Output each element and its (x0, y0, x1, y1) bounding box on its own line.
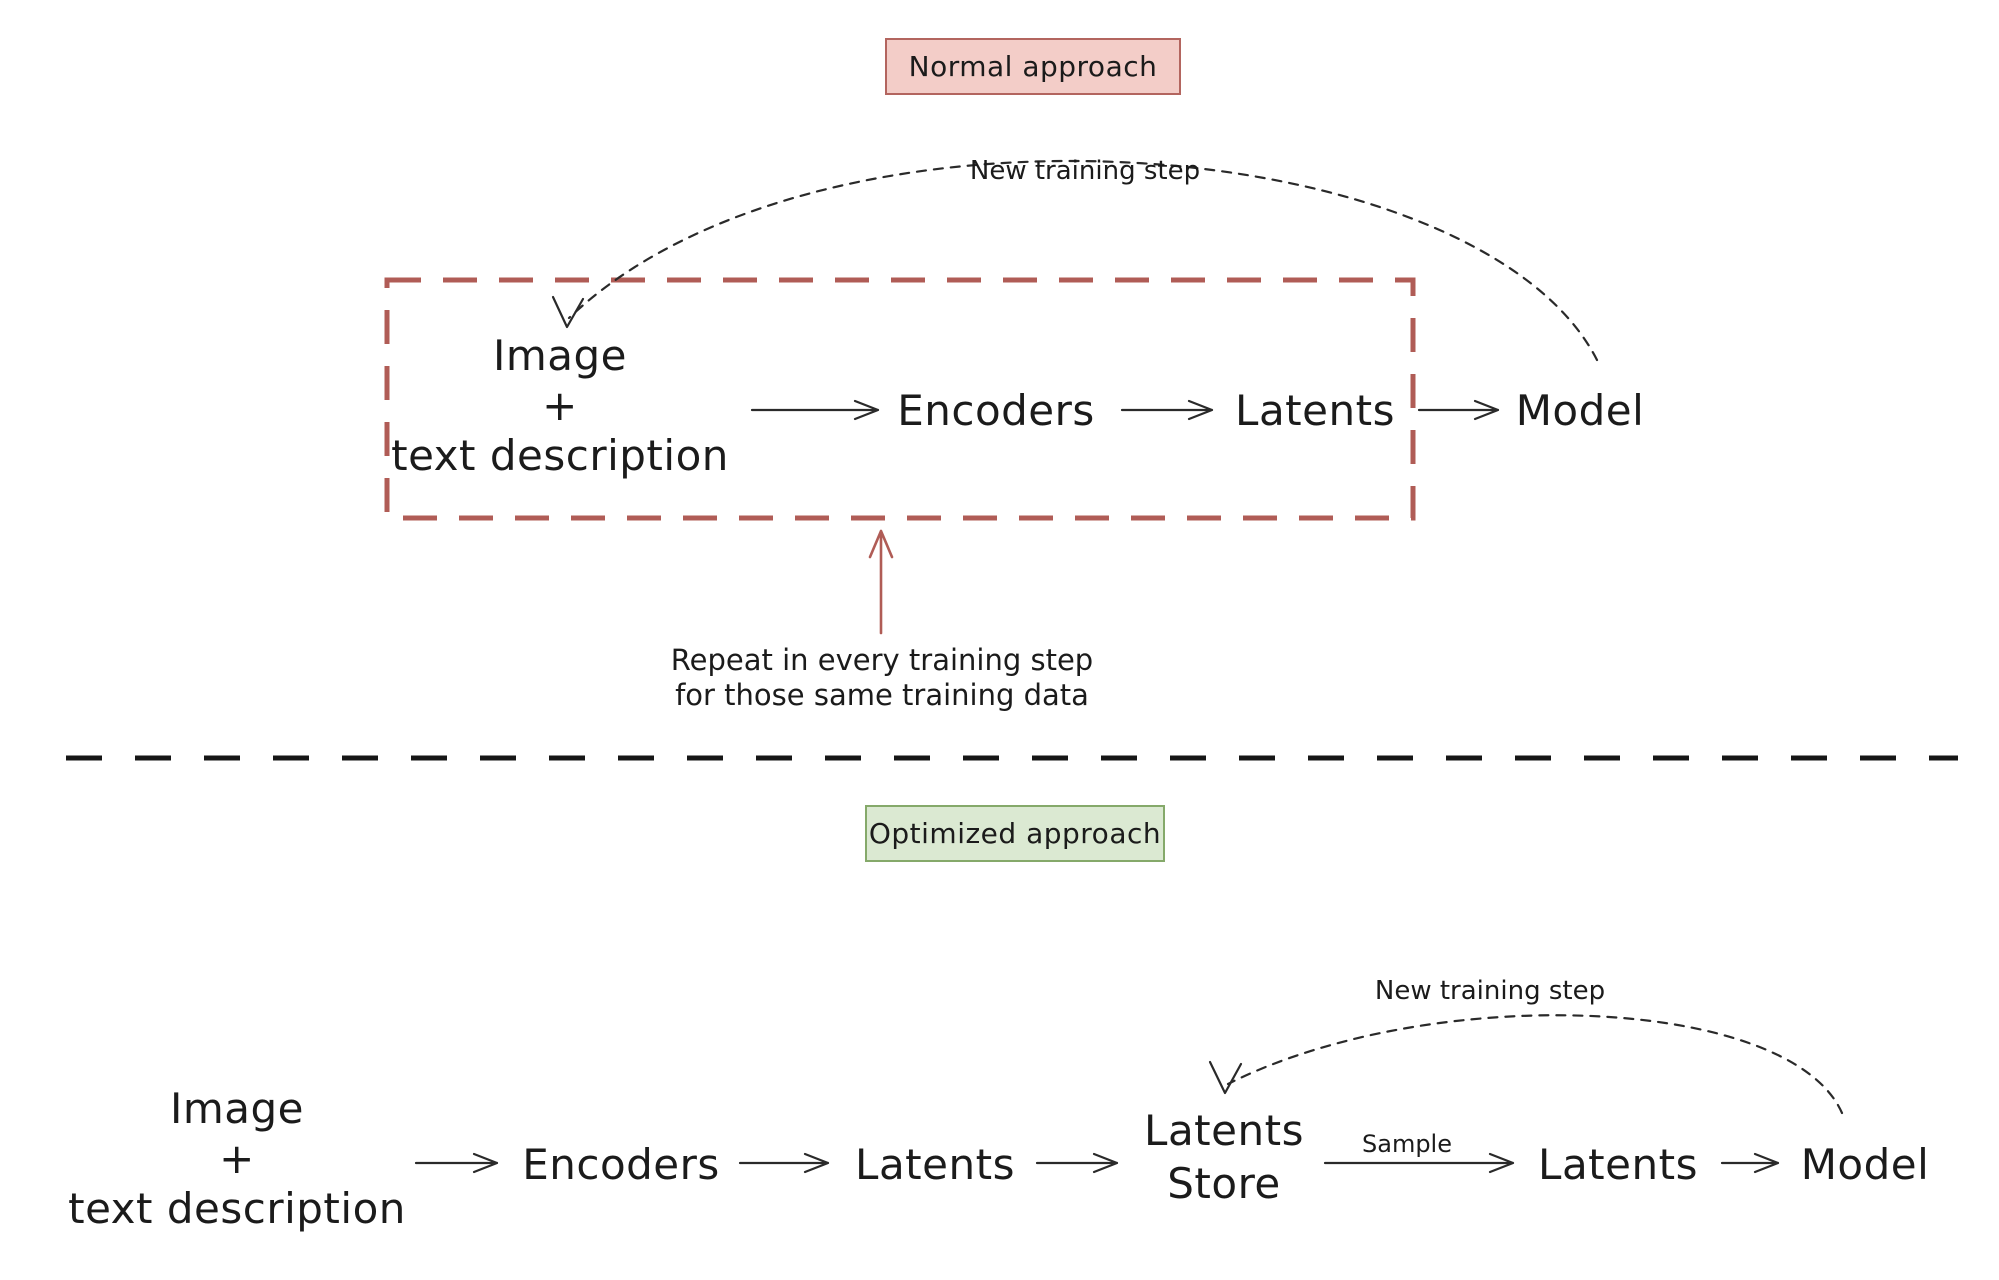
flow-arrow-top-input-encoders (752, 401, 878, 419)
flow-arrow-bottom-latents-model (1722, 1154, 1778, 1172)
encoders-node-bottom: Encoders (522, 1140, 720, 1189)
new-training-step-label-bottom: New training step (1374, 976, 1606, 1006)
optimized-approach-badge-label: Optimized approach (868, 817, 1162, 850)
flow-arrow-top-encoders-latents (1122, 401, 1212, 419)
repeat-arrow (870, 531, 892, 633)
optimized-approach-badge (865, 805, 1165, 862)
flow-arrow-bottom-latents-store (1037, 1154, 1117, 1172)
latents-store-node (1144, 1104, 1304, 1210)
input-node-top-line3: text description (391, 431, 729, 480)
loop-arrowhead-top-icon (553, 297, 583, 327)
new-training-step-loop-arrow-bottom (1228, 1015, 1842, 1113)
repeat-note (671, 643, 1093, 713)
input-node-bottom (68, 1084, 406, 1234)
latents-after-node-bottom: Latents (1538, 1140, 1698, 1189)
model-node-top: Model (1515, 386, 1645, 435)
normal-approach-badge (885, 38, 1181, 95)
latents-before-node-bottom: Latents (855, 1140, 1015, 1189)
encoders-node-top: Encoders (897, 386, 1095, 435)
input-node-bottom-line2: + (219, 1134, 255, 1183)
repeat-note-line1: Repeat in every training step (670, 643, 1094, 677)
flow-arrow-top-latents-model (1419, 401, 1498, 419)
model-node-bottom: Model (1800, 1140, 1930, 1189)
input-node-top-line1: Image (492, 331, 628, 380)
repeat-note-line2: for those same training data (675, 678, 1089, 712)
flow-arrow-bottom-encoders-latents (740, 1154, 828, 1172)
loop-arrowhead-bottom-icon (1210, 1062, 1241, 1093)
latents-node-top: Latents (1235, 386, 1395, 435)
latents-store-line1: Latents (1144, 1106, 1304, 1155)
flow-arrow-bottom-input-encoders (416, 1154, 497, 1172)
sample-arrow-label: Sample (1362, 1130, 1452, 1158)
input-node-bottom-line3: text description (68, 1184, 406, 1233)
input-node-top (391, 331, 729, 481)
input-node-top-line2: + (542, 381, 578, 430)
new-training-step-label-top: New training step (969, 156, 1201, 186)
normal-approach-badge-label: Normal approach (908, 50, 1158, 83)
latents-store-line2: Store (1167, 1159, 1281, 1208)
input-node-bottom-line1: Image (169, 1084, 305, 1133)
